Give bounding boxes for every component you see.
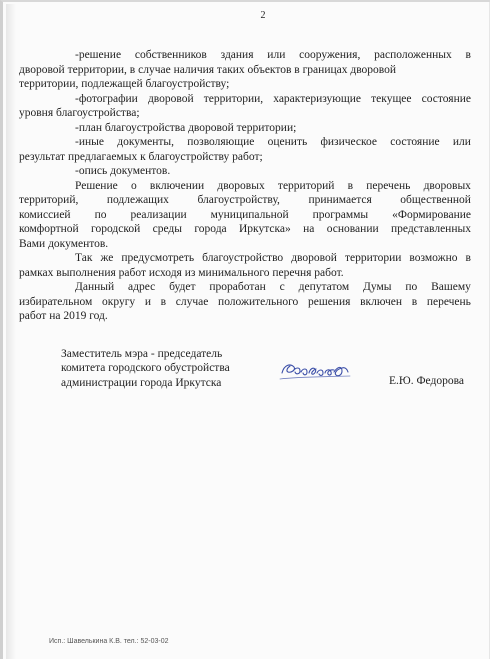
justified-line: [75, 48, 471, 63]
word: программы: [312, 208, 369, 221]
word: включении: [149, 179, 205, 192]
word: дворовых: [217, 179, 265, 192]
text-line: -опись документов.: [75, 165, 171, 177]
word: случае: [175, 295, 209, 308]
word: решения: [307, 295, 351, 308]
word: физическое: [320, 136, 378, 148]
justified-line: [19, 193, 471, 208]
word: с: [279, 281, 285, 293]
justified-line: [19, 208, 471, 223]
word: возможно: [409, 252, 458, 264]
word: благоустройству,: [197, 194, 280, 206]
word: по: [405, 281, 418, 293]
text-line: дворовой территории, в случае наличия таких объектов в границах дворовой: [19, 63, 397, 76]
word: муниципальной: [210, 208, 289, 221]
word: подлежащих: [106, 194, 169, 206]
word: территории: [344, 252, 402, 264]
word: положительного: [218, 295, 299, 308]
word: Иркутска»: [239, 223, 291, 235]
word: Решение: [75, 179, 118, 192]
executor-contact: Исп.: Шавелькина К.В. тел.: 52-03-02: [49, 638, 169, 645]
paragraph: [75, 121, 471, 136]
word: среды: [152, 223, 182, 235]
signatory-title-block: [61, 347, 271, 390]
word: предусмотреть: [121, 252, 195, 264]
signatory-title-line: администрации города Иркутска: [61, 376, 222, 389]
word: состояние: [390, 136, 440, 148]
word: характеризующие: [273, 92, 362, 105]
word: -фотографии: [75, 92, 138, 105]
word: города: [194, 223, 227, 235]
word: будет: [169, 281, 196, 293]
text-line: работ на 2019 год.: [19, 310, 108, 322]
paragraph: [19, 48, 471, 92]
word: сооружения,: [299, 49, 361, 61]
word: депутатом: [298, 281, 350, 293]
paragraph: [19, 251, 471, 280]
text-line: уровня благоустройства;: [19, 107, 140, 119]
handwritten-signature: [276, 357, 354, 385]
word: в: [160, 295, 167, 308]
word: документы,: [117, 136, 175, 148]
paragraph: [19, 135, 471, 164]
word: общественной: [400, 194, 471, 206]
word: в: [411, 295, 418, 308]
word: городской: [91, 223, 141, 235]
word: комиссией: [19, 208, 71, 221]
letter-body: [19, 48, 471, 324]
word: «Формирование: [392, 208, 471, 221]
paragraph: [19, 280, 471, 324]
word: на: [303, 223, 315, 235]
word: и: [144, 295, 151, 308]
word: по: [94, 208, 107, 221]
page-number: 2: [260, 10, 266, 21]
scan-edge-shadow: [6, 4, 16, 659]
word: расположенных: [374, 49, 452, 61]
word: включен: [360, 295, 403, 308]
word: оценить: [267, 136, 308, 148]
paragraph: [19, 179, 471, 252]
text-line: Вами документов.: [19, 237, 109, 250]
signatory-name: Е.Ю. Федорова: [389, 375, 464, 387]
word: в: [465, 49, 471, 61]
word: территории,: [203, 92, 264, 105]
text-line: территории, подлежащей благоустройству;: [19, 78, 230, 90]
word: представленных: [390, 223, 471, 235]
word: реализации: [130, 208, 187, 221]
justified-line: [19, 295, 471, 310]
signatory-title-line: Заместитель мэра - председатель: [61, 348, 223, 360]
word: дворовой: [147, 92, 194, 105]
word: дворовых: [423, 179, 471, 192]
word: собственников: [134, 49, 207, 61]
text-line: результат предлагаемых к благоустройству работ;: [19, 150, 263, 163]
word: перечень: [366, 179, 411, 192]
justified-line: [75, 92, 471, 107]
word: -решение: [75, 49, 122, 61]
word: Данный: [75, 281, 115, 293]
text-line: -план благоустройства дворовой территории;: [75, 121, 297, 134]
word: здания: [220, 49, 254, 61]
word: принимается: [308, 194, 372, 206]
word: в: [465, 252, 471, 264]
paragraph: [75, 164, 471, 179]
word: территорий,: [19, 194, 79, 206]
word: текущее: [371, 92, 412, 105]
word: Думы: [363, 281, 392, 293]
word: позволяющие: [187, 136, 255, 148]
justified-line: [19, 222, 471, 237]
word: в: [347, 179, 354, 192]
word: перечень: [426, 295, 471, 308]
word: проработан: [209, 281, 266, 293]
word: благоустройство: [202, 252, 284, 264]
paragraph: [19, 92, 471, 121]
word: избирательном: [19, 295, 93, 308]
justified-line: [75, 251, 471, 266]
word: или: [452, 136, 471, 148]
text-line: рамках выполнения работ исходя из минимального перечня работ.: [19, 266, 344, 279]
word: основании: [326, 223, 379, 235]
word: округу: [102, 295, 136, 308]
word: -иные: [75, 136, 104, 148]
word: адрес: [128, 281, 156, 293]
word: комфортной: [19, 223, 79, 235]
justified-line: [75, 135, 471, 150]
word: Так: [75, 252, 93, 264]
justified-line: [75, 179, 471, 194]
justified-line: [75, 280, 471, 295]
word: состояние: [421, 92, 471, 105]
word: о: [130, 179, 137, 192]
word: Вашему: [431, 281, 471, 293]
word: же: [100, 252, 114, 264]
word: дворовой: [291, 252, 337, 264]
signatory-title-line: комитета городского обустройства: [61, 362, 230, 375]
word: территорий: [277, 179, 335, 192]
word: или: [267, 49, 286, 61]
